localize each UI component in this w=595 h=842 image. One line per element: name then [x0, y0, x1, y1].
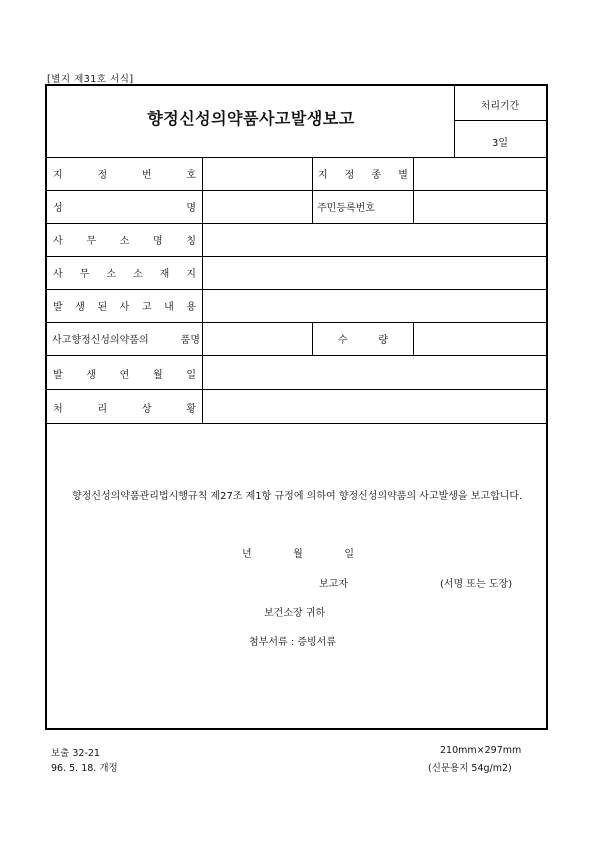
column-divider	[312, 157, 313, 223]
signature-hint: (서명 또는 도장)	[440, 579, 513, 590]
row-line	[47, 389, 546, 390]
footer-code: 보출 32-21	[51, 748, 100, 759]
column-divider	[413, 322, 414, 355]
row-line	[47, 256, 546, 257]
column-divider	[312, 322, 313, 355]
resident-number-field[interactable]	[415, 192, 545, 222]
label-incident-content: 발 생 된 사 고 내 용	[53, 302, 196, 313]
row-line	[47, 289, 546, 290]
quantity-field[interactable]	[415, 324, 545, 354]
processing-period-label: 처리기간	[480, 101, 520, 112]
attachments-note: 첨부서류 : 증빙서류	[249, 637, 337, 648]
label-resident-number: 주민등록번호	[317, 203, 375, 214]
processing-period-value: 3일	[491, 138, 509, 149]
form-title: 향정신성의약품사고발생보고	[147, 109, 355, 128]
day-label: 일	[344, 549, 354, 560]
row-line	[47, 322, 546, 323]
footer-paper-size: 210mm×297mm	[440, 745, 522, 756]
row-line	[47, 423, 546, 424]
processing-divider	[454, 120, 546, 121]
label-column-divider	[202, 157, 203, 423]
designation-type-field[interactable]	[415, 159, 545, 189]
row-line	[47, 223, 546, 224]
label-occurrence-date: 발 생 연 월 일	[53, 370, 196, 381]
month-label: 월	[293, 549, 303, 560]
row-line	[47, 355, 546, 356]
addressee: 보건소장 귀하	[264, 608, 326, 619]
label-office-name: 사 무 소 명 칭	[53, 236, 196, 247]
incident-content-field[interactable]	[204, 291, 545, 321]
label-office-address: 사 무 소 소 재 지	[53, 269, 196, 280]
label-designation-type: 지 정 종 별	[318, 170, 408, 181]
label-name: 성 명	[53, 203, 196, 214]
form-number-tag: [별지 제31호 서식]	[47, 74, 134, 85]
footer-paper-type: (신문용지 54g/m2)	[428, 763, 512, 774]
designation-number-field[interactable]	[204, 159, 311, 189]
office-address-field[interactable]	[204, 258, 545, 288]
label-quantity: 수 량	[338, 335, 388, 346]
office-name-field[interactable]	[204, 225, 545, 255]
row-line	[47, 190, 546, 191]
label-product-name: 사고향정신성의약품의 품명	[52, 335, 200, 346]
report-statement: 향정신성의약품관리법시행규칙 제27조 제1항 규정에 의하여 향정신성의약품의 사고발생을 보고합니다.	[72, 491, 523, 502]
reporter-label: 보고자	[319, 579, 348, 590]
row-line	[47, 157, 546, 158]
occurrence-date-field[interactable]	[204, 357, 545, 388]
product-name-field[interactable]	[204, 324, 311, 354]
footer-revision: 96. 5. 18. 개정	[51, 763, 118, 774]
handling-status-field[interactable]	[204, 391, 545, 422]
column-divider	[413, 157, 414, 223]
label-designation-number: 지 정 번 호	[53, 170, 196, 181]
name-field[interactable]	[204, 192, 311, 222]
label-handling-status: 처 리 상 황	[53, 404, 196, 415]
report-date	[242, 545, 354, 560]
year-label: 년	[242, 549, 252, 560]
